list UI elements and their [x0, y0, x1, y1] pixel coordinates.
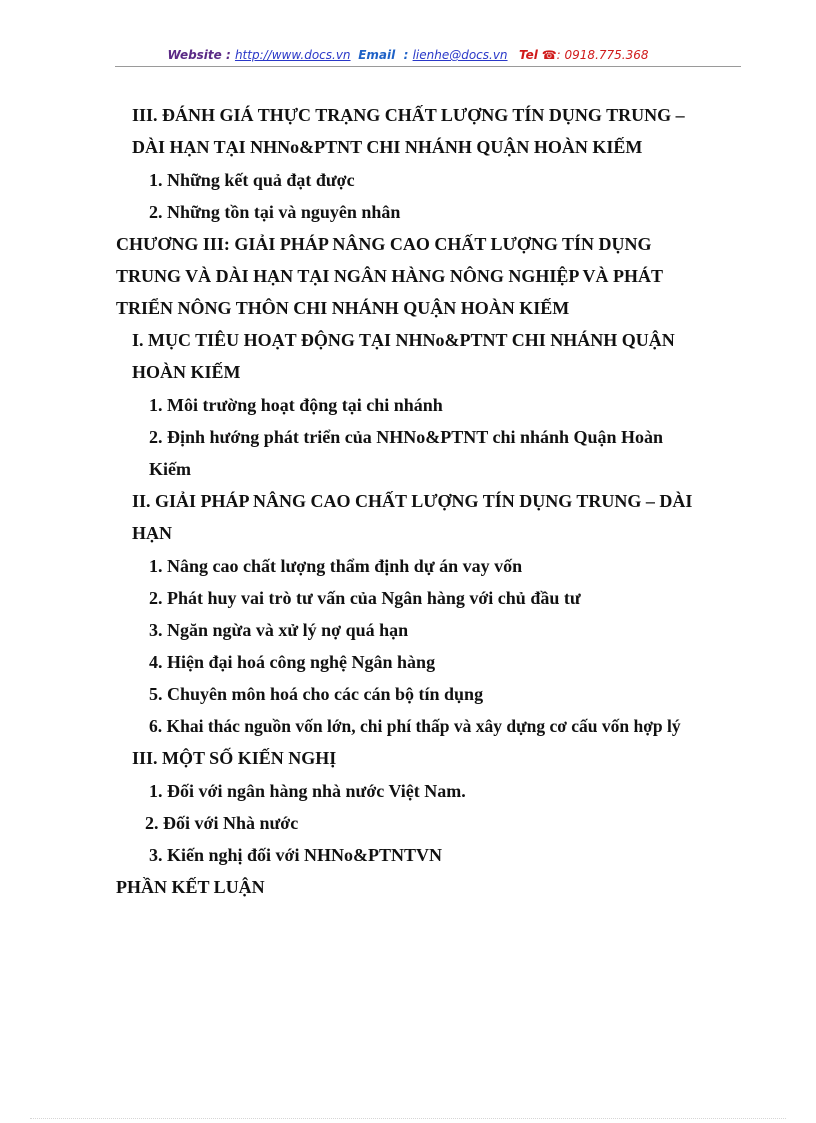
toc-section-heading-cont: HẠN [132, 523, 172, 543]
toc-item-cont: Kiếm [149, 459, 191, 479]
toc-section-heading: I. MỤC TIÊU HOẠT ĐỘNG TẠI NHNo&PTNT CHI NHÁNH QUẬN [132, 330, 675, 350]
toc-chapter-heading-cont: TRIỂN NÔNG THÔN CHI NHÁNH QUẬN HOÀN KIẾM [116, 298, 570, 318]
toc-section-heading-cont: DÀI HẠN TẠI NHNo&PTNT CHI NHÁNH QUẬN HOÀN KIẾM [132, 137, 643, 157]
page-bottom-border [30, 1118, 786, 1119]
website-separator: : [221, 48, 235, 62]
email-label: Email [358, 48, 396, 62]
toc-chapter-heading: CHƯƠNG III: GIẢI PHÁP NÂNG CAO CHẤT LƯỢNG TÍN DỤNG [116, 234, 652, 254]
toc-section-heading: III. ĐÁNH GIÁ THỰC TRẠNG CHẤT LƯỢNG TÍN DỤNG TRUNG – [132, 105, 685, 125]
website-link[interactable]: http://www.docs.vn [234, 48, 351, 62]
toc-item: 2. Định hướng phát triển của NHNo&PTNT chi nhánh Quận Hoàn [149, 427, 664, 447]
toc-item: 4. Hiện đại hoá công nghệ Ngân hàng [149, 652, 436, 672]
toc-section-heading: III. MỘT SỐ KIẾN NGHỊ [132, 748, 337, 768]
website-label: Website [167, 48, 222, 62]
phone-number-prefix: : [556, 48, 565, 62]
toc-item: 2. Những tồn tại và nguyên nhân [149, 202, 401, 222]
toc-chapter-heading-cont: TRUNG VÀ DÀI HẠN TẠI NGÂN HÀNG NÔNG NGHIỆP VÀ PHÁT [116, 266, 664, 286]
toc-item: 2. Phát huy vai trò tư vấn của Ngân hàng với chủ đầu tư [149, 588, 581, 608]
toc-item: 6. Khai thác nguồn vốn lớn, chi phí thấp và xây dựng cơ cấu vốn hợp lý [149, 716, 681, 736]
page-header [0, 47, 816, 63]
toc-section-heading: II. GIẢI PHÁP NÂNG CAO CHẤT LƯỢNG TÍN DỤNG TRUNG – DÀI [132, 491, 693, 511]
toc-chapter-heading: PHẦN KẾT LUẬN [116, 877, 265, 897]
toc-item: 1. Đối với ngân hàng nhà nước Việt Nam. [149, 781, 466, 801]
tel-label: Tel [519, 48, 538, 62]
email-link[interactable]: lienhe@docs.vn [412, 48, 508, 62]
toc-item: 3. Ngăn ngừa và xử lý nợ quá hạn [149, 620, 409, 640]
email-separator: : [395, 48, 413, 62]
toc-item: 1. Môi trường hoạt động tại chi nhánh [149, 395, 443, 415]
telephone-icon: ☎ [541, 48, 557, 62]
toc-section-heading-cont: HOÀN KIẾM [132, 362, 241, 382]
toc-item: 2. Đối với Nhà nước [145, 813, 299, 833]
toc-item: 3. Kiến nghị đối với NHNo&PTNTVN [149, 845, 443, 865]
toc-item: 5. Chuyên môn hoá cho các cán bộ tín dụng [149, 684, 484, 704]
toc-item: 1. Nâng cao chất lượng thẩm định dự án vay vốn [149, 556, 523, 576]
toc-item: 1. Những kết quả đạt được [149, 170, 355, 190]
header-divider [115, 66, 741, 67]
phone-number: 0918.775.368 [564, 48, 649, 62]
